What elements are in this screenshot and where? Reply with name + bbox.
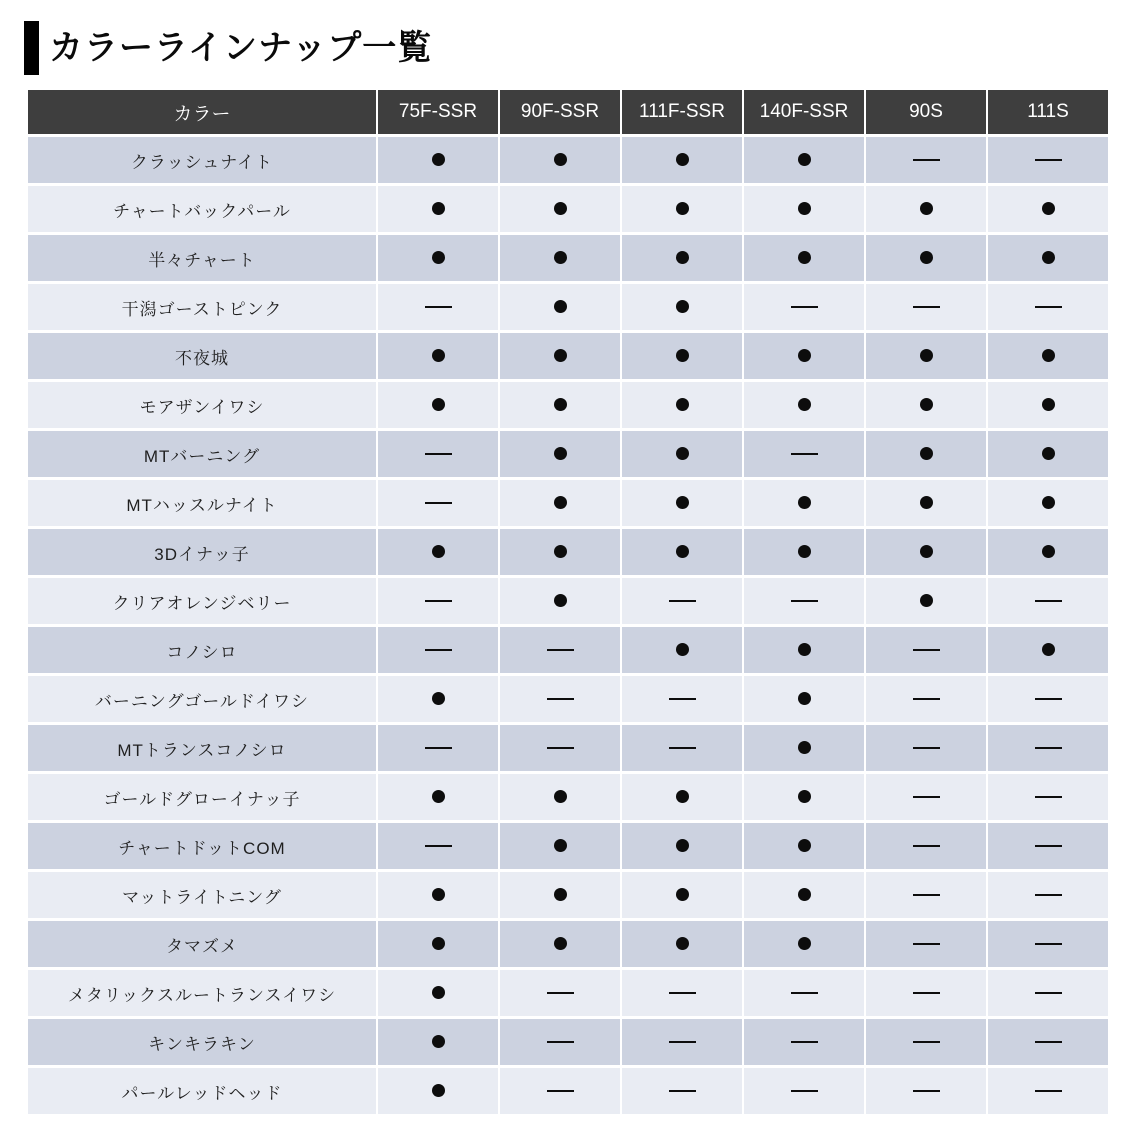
availability-cell <box>744 1068 864 1114</box>
availability-cell <box>500 872 620 918</box>
availability-cell <box>988 872 1108 918</box>
unavailable-dash-icon <box>1035 747 1062 749</box>
availability-cell <box>744 235 864 281</box>
unavailable-dash-icon <box>547 698 574 700</box>
header-size-column: 90S <box>866 90 986 134</box>
table-row <box>28 774 1108 820</box>
availability-cell <box>866 578 986 624</box>
availability-cell <box>500 823 620 869</box>
color-name-cell: チャートドットCOM <box>28 823 376 869</box>
availability-cell <box>744 725 864 771</box>
availability-cell <box>988 333 1108 379</box>
available-dot-icon <box>432 349 445 362</box>
unavailable-dash-icon <box>913 894 940 896</box>
availability-cell <box>988 676 1108 722</box>
unavailable-dash-icon <box>791 306 818 308</box>
availability-cell <box>988 725 1108 771</box>
unavailable-dash-icon <box>669 992 696 994</box>
available-dot-icon <box>432 986 445 999</box>
available-dot-icon <box>676 153 689 166</box>
available-dot-icon <box>432 888 445 901</box>
availability-cell <box>622 480 742 526</box>
availability-cell <box>744 137 864 183</box>
availability-cell <box>378 578 498 624</box>
available-dot-icon <box>554 251 567 264</box>
availability-cell <box>866 676 986 722</box>
unavailable-dash-icon <box>791 600 818 602</box>
availability-cell <box>744 284 864 330</box>
availability-cell <box>988 823 1108 869</box>
unavailable-dash-icon <box>425 747 452 749</box>
available-dot-icon <box>1042 398 1055 411</box>
availability-cell <box>866 823 986 869</box>
color-name-cell: タマズメ <box>28 921 376 967</box>
available-dot-icon <box>554 349 567 362</box>
available-dot-icon <box>920 594 933 607</box>
availability-cell <box>500 970 620 1016</box>
availability-cell <box>988 970 1108 1016</box>
available-dot-icon <box>798 790 811 803</box>
availability-cell <box>622 235 742 281</box>
available-dot-icon <box>920 447 933 460</box>
availability-cell <box>378 529 498 575</box>
availability-cell <box>988 921 1108 967</box>
availability-cell <box>378 431 498 477</box>
available-dot-icon <box>554 545 567 558</box>
availability-cell <box>500 578 620 624</box>
availability-cell <box>622 431 742 477</box>
availability-cell <box>378 235 498 281</box>
availability-cell <box>866 284 986 330</box>
table-row <box>28 480 1108 526</box>
availability-cell <box>988 1019 1108 1065</box>
availability-cell <box>500 137 620 183</box>
available-dot-icon <box>1042 447 1055 460</box>
available-dot-icon <box>676 349 689 362</box>
availability-cell <box>866 872 986 918</box>
unavailable-dash-icon <box>1035 796 1062 798</box>
unavailable-dash-icon <box>913 1090 940 1092</box>
unavailable-dash-icon <box>1035 698 1062 700</box>
availability-cell <box>866 774 986 820</box>
available-dot-icon <box>798 888 811 901</box>
color-name-cell: 半々チャート <box>28 235 376 281</box>
table-row <box>28 284 1108 330</box>
availability-cell <box>866 186 986 232</box>
availability-cell <box>988 186 1108 232</box>
availability-cell <box>622 627 742 673</box>
availability-cell <box>866 627 986 673</box>
table-row <box>28 186 1108 232</box>
available-dot-icon <box>798 545 811 558</box>
availability-cell <box>378 480 498 526</box>
unavailable-dash-icon <box>547 1041 574 1043</box>
color-name-cell: キンキラキン <box>28 1019 376 1065</box>
availability-cell <box>866 1068 986 1114</box>
availability-cell <box>378 627 498 673</box>
table-row <box>28 676 1108 722</box>
available-dot-icon <box>554 594 567 607</box>
unavailable-dash-icon <box>913 845 940 847</box>
availability-cell <box>500 235 620 281</box>
color-name-cell: 干潟ゴーストピンク <box>28 284 376 330</box>
unavailable-dash-icon <box>1035 992 1062 994</box>
table-row <box>28 627 1108 673</box>
available-dot-icon <box>798 153 811 166</box>
table-row <box>28 1019 1108 1065</box>
table-row <box>28 333 1108 379</box>
table-row <box>28 872 1108 918</box>
available-dot-icon <box>554 839 567 852</box>
page-title: カラーラインナップ一覧 <box>49 29 433 67</box>
unavailable-dash-icon <box>913 649 940 651</box>
available-dot-icon <box>676 300 689 313</box>
unavailable-dash-icon <box>791 992 818 994</box>
availability-cell <box>866 970 986 1016</box>
unavailable-dash-icon <box>669 600 696 602</box>
availability-cell <box>622 578 742 624</box>
availability-cell <box>988 137 1108 183</box>
available-dot-icon <box>920 496 933 509</box>
color-name-cell: クラッシュナイト <box>28 137 376 183</box>
unavailable-dash-icon <box>1035 600 1062 602</box>
availability-cell <box>622 333 742 379</box>
unavailable-dash-icon <box>1035 306 1062 308</box>
availability-cell <box>378 921 498 967</box>
availability-cell <box>988 480 1108 526</box>
availability-cell <box>622 137 742 183</box>
availability-cell <box>500 186 620 232</box>
available-dot-icon <box>1042 251 1055 264</box>
color-name-cell: MTトランスコノシロ <box>28 725 376 771</box>
availability-cell <box>622 1019 742 1065</box>
available-dot-icon <box>432 790 445 803</box>
color-name-cell: コノシロ <box>28 627 376 673</box>
unavailable-dash-icon <box>913 1041 940 1043</box>
table-row <box>28 970 1108 1016</box>
table-row <box>28 725 1108 771</box>
color-name-cell: 不夜城 <box>28 333 376 379</box>
availability-cell <box>378 1019 498 1065</box>
available-dot-icon <box>798 643 811 656</box>
unavailable-dash-icon <box>669 698 696 700</box>
unavailable-dash-icon <box>913 796 940 798</box>
color-name-cell: バーニングゴールドイワシ <box>28 676 376 722</box>
available-dot-icon <box>554 153 567 166</box>
availability-cell <box>744 382 864 428</box>
availability-cell <box>866 382 986 428</box>
availability-cell <box>744 186 864 232</box>
unavailable-dash-icon <box>547 992 574 994</box>
availability-cell <box>988 774 1108 820</box>
unavailable-dash-icon <box>669 747 696 749</box>
table-row <box>28 529 1108 575</box>
available-dot-icon <box>432 398 445 411</box>
table-row <box>28 137 1108 183</box>
available-dot-icon <box>554 300 567 313</box>
availability-cell <box>622 284 742 330</box>
available-dot-icon <box>554 937 567 950</box>
color-name-cell: MTハッスルナイト <box>28 480 376 526</box>
availability-cell <box>988 382 1108 428</box>
availability-cell <box>622 186 742 232</box>
available-dot-icon <box>1042 545 1055 558</box>
available-dot-icon <box>798 741 811 754</box>
unavailable-dash-icon <box>425 649 452 651</box>
availability-cell <box>378 872 498 918</box>
unavailable-dash-icon <box>791 1090 818 1092</box>
availability-cell <box>378 774 498 820</box>
availability-cell <box>378 725 498 771</box>
available-dot-icon <box>676 447 689 460</box>
availability-cell <box>378 186 498 232</box>
table-row <box>28 578 1108 624</box>
unavailable-dash-icon <box>913 943 940 945</box>
available-dot-icon <box>676 398 689 411</box>
availability-cell <box>744 333 864 379</box>
available-dot-icon <box>432 1084 445 1097</box>
availability-cell <box>500 1019 620 1065</box>
title-marker-bar <box>24 21 39 75</box>
available-dot-icon <box>1042 202 1055 215</box>
availability-cell <box>622 823 742 869</box>
color-name-cell: メタリックスルートランスイワシ <box>28 970 376 1016</box>
availability-cell <box>744 823 864 869</box>
availability-cell <box>866 480 986 526</box>
availability-cell <box>866 921 986 967</box>
unavailable-dash-icon <box>547 747 574 749</box>
table-header-row <box>28 90 1108 134</box>
available-dot-icon <box>554 447 567 460</box>
availability-cell <box>622 1068 742 1114</box>
unavailable-dash-icon <box>669 1090 696 1092</box>
availability-cell <box>378 1068 498 1114</box>
available-dot-icon <box>432 692 445 705</box>
availability-cell <box>378 823 498 869</box>
unavailable-dash-icon <box>547 649 574 651</box>
unavailable-dash-icon <box>1035 1041 1062 1043</box>
availability-cell <box>866 725 986 771</box>
available-dot-icon <box>432 937 445 950</box>
unavailable-dash-icon <box>913 306 940 308</box>
availability-cell <box>744 970 864 1016</box>
unavailable-dash-icon <box>425 600 452 602</box>
header-size-column: 111S <box>988 90 1108 134</box>
available-dot-icon <box>432 202 445 215</box>
availability-cell <box>866 1019 986 1065</box>
availability-cell <box>744 578 864 624</box>
table-row <box>28 431 1108 477</box>
available-dot-icon <box>554 398 567 411</box>
availability-cell <box>622 774 742 820</box>
available-dot-icon <box>798 692 811 705</box>
available-dot-icon <box>676 839 689 852</box>
header-size-column: 75F-SSR <box>378 90 498 134</box>
available-dot-icon <box>920 398 933 411</box>
availability-cell <box>866 235 986 281</box>
available-dot-icon <box>920 545 933 558</box>
color-name-cell: マットライトニング <box>28 872 376 918</box>
availability-cell <box>866 333 986 379</box>
availability-cell <box>988 284 1108 330</box>
availability-cell <box>500 774 620 820</box>
unavailable-dash-icon <box>1035 894 1062 896</box>
availability-cell <box>378 676 498 722</box>
availability-cell <box>500 382 620 428</box>
available-dot-icon <box>798 398 811 411</box>
available-dot-icon <box>554 202 567 215</box>
availability-cell <box>378 137 498 183</box>
unavailable-dash-icon <box>425 845 452 847</box>
availability-cell <box>622 725 742 771</box>
unavailable-dash-icon <box>1035 845 1062 847</box>
unavailable-dash-icon <box>913 159 940 161</box>
unavailable-dash-icon <box>425 453 452 455</box>
availability-cell <box>866 529 986 575</box>
available-dot-icon <box>676 202 689 215</box>
availability-cell <box>622 382 742 428</box>
availability-cell <box>500 333 620 379</box>
color-name-cell: 3Dイナッ子 <box>28 529 376 575</box>
availability-cell <box>988 431 1108 477</box>
unavailable-dash-icon <box>1035 943 1062 945</box>
table-row <box>28 1068 1108 1114</box>
availability-cell <box>988 578 1108 624</box>
color-name-cell: モアザンイワシ <box>28 382 376 428</box>
available-dot-icon <box>432 545 445 558</box>
available-dot-icon <box>676 888 689 901</box>
unavailable-dash-icon <box>1035 159 1062 161</box>
unavailable-dash-icon <box>1035 1090 1062 1092</box>
availability-cell <box>500 627 620 673</box>
header-size-column: 140F-SSR <box>744 90 864 134</box>
availability-cell <box>378 284 498 330</box>
color-name-cell: パールレッドヘッド <box>28 1068 376 1114</box>
unavailable-dash-icon <box>913 698 940 700</box>
available-dot-icon <box>676 790 689 803</box>
available-dot-icon <box>798 202 811 215</box>
available-dot-icon <box>676 937 689 950</box>
available-dot-icon <box>798 937 811 950</box>
available-dot-icon <box>1042 349 1055 362</box>
available-dot-icon <box>676 496 689 509</box>
availability-cell <box>988 235 1108 281</box>
available-dot-icon <box>798 251 811 264</box>
table-row <box>28 382 1108 428</box>
availability-cell <box>622 921 742 967</box>
available-dot-icon <box>676 251 689 264</box>
availability-cell <box>744 1019 864 1065</box>
unavailable-dash-icon <box>913 992 940 994</box>
unavailable-dash-icon <box>425 502 452 504</box>
color-lineup-table <box>26 87 1110 1117</box>
header-color-column: カラー <box>28 90 376 134</box>
availability-cell <box>744 774 864 820</box>
available-dot-icon <box>432 153 445 166</box>
available-dot-icon <box>798 349 811 362</box>
table-row <box>28 921 1108 967</box>
page-title-row <box>24 20 1110 76</box>
availability-cell <box>500 431 620 477</box>
color-name-cell: チャートバックパール <box>28 186 376 232</box>
availability-cell <box>988 1068 1108 1114</box>
unavailable-dash-icon <box>791 453 818 455</box>
available-dot-icon <box>798 496 811 509</box>
availability-cell <box>622 872 742 918</box>
available-dot-icon <box>798 839 811 852</box>
available-dot-icon <box>432 251 445 264</box>
available-dot-icon <box>1042 496 1055 509</box>
availability-cell <box>744 431 864 477</box>
availability-cell <box>378 333 498 379</box>
unavailable-dash-icon <box>913 747 940 749</box>
available-dot-icon <box>676 545 689 558</box>
unavailable-dash-icon <box>425 306 452 308</box>
availability-cell <box>622 970 742 1016</box>
availability-cell <box>500 921 620 967</box>
unavailable-dash-icon <box>791 1041 818 1043</box>
available-dot-icon <box>554 888 567 901</box>
table-row <box>28 235 1108 281</box>
availability-cell <box>988 627 1108 673</box>
available-dot-icon <box>676 643 689 656</box>
availability-cell <box>744 529 864 575</box>
availability-cell <box>866 431 986 477</box>
availability-cell <box>744 872 864 918</box>
availability-cell <box>744 921 864 967</box>
availability-cell <box>378 970 498 1016</box>
color-name-cell: ゴールドグローイナッ子 <box>28 774 376 820</box>
table-row <box>28 823 1108 869</box>
availability-cell <box>744 627 864 673</box>
availability-cell <box>500 529 620 575</box>
availability-cell <box>378 382 498 428</box>
color-name-cell: クリアオレンジベリー <box>28 578 376 624</box>
header-size-column: 111F-SSR <box>622 90 742 134</box>
color-name-cell: MTバーニング <box>28 431 376 477</box>
available-dot-icon <box>554 790 567 803</box>
availability-cell <box>744 676 864 722</box>
availability-cell <box>622 529 742 575</box>
table-header <box>28 90 1108 134</box>
available-dot-icon <box>554 496 567 509</box>
availability-cell <box>500 676 620 722</box>
table-body <box>28 137 1108 1114</box>
unavailable-dash-icon <box>547 1090 574 1092</box>
unavailable-dash-icon <box>669 1041 696 1043</box>
availability-cell <box>500 284 620 330</box>
availability-cell <box>622 676 742 722</box>
availability-cell <box>500 480 620 526</box>
availability-cell <box>500 1068 620 1114</box>
availability-cell <box>500 725 620 771</box>
available-dot-icon <box>920 349 933 362</box>
available-dot-icon <box>1042 643 1055 656</box>
available-dot-icon <box>920 202 933 215</box>
availability-cell <box>988 529 1108 575</box>
availability-cell <box>744 480 864 526</box>
available-dot-icon <box>920 251 933 264</box>
available-dot-icon <box>432 1035 445 1048</box>
header-size-column: 90F-SSR <box>500 90 620 134</box>
availability-cell <box>866 137 986 183</box>
